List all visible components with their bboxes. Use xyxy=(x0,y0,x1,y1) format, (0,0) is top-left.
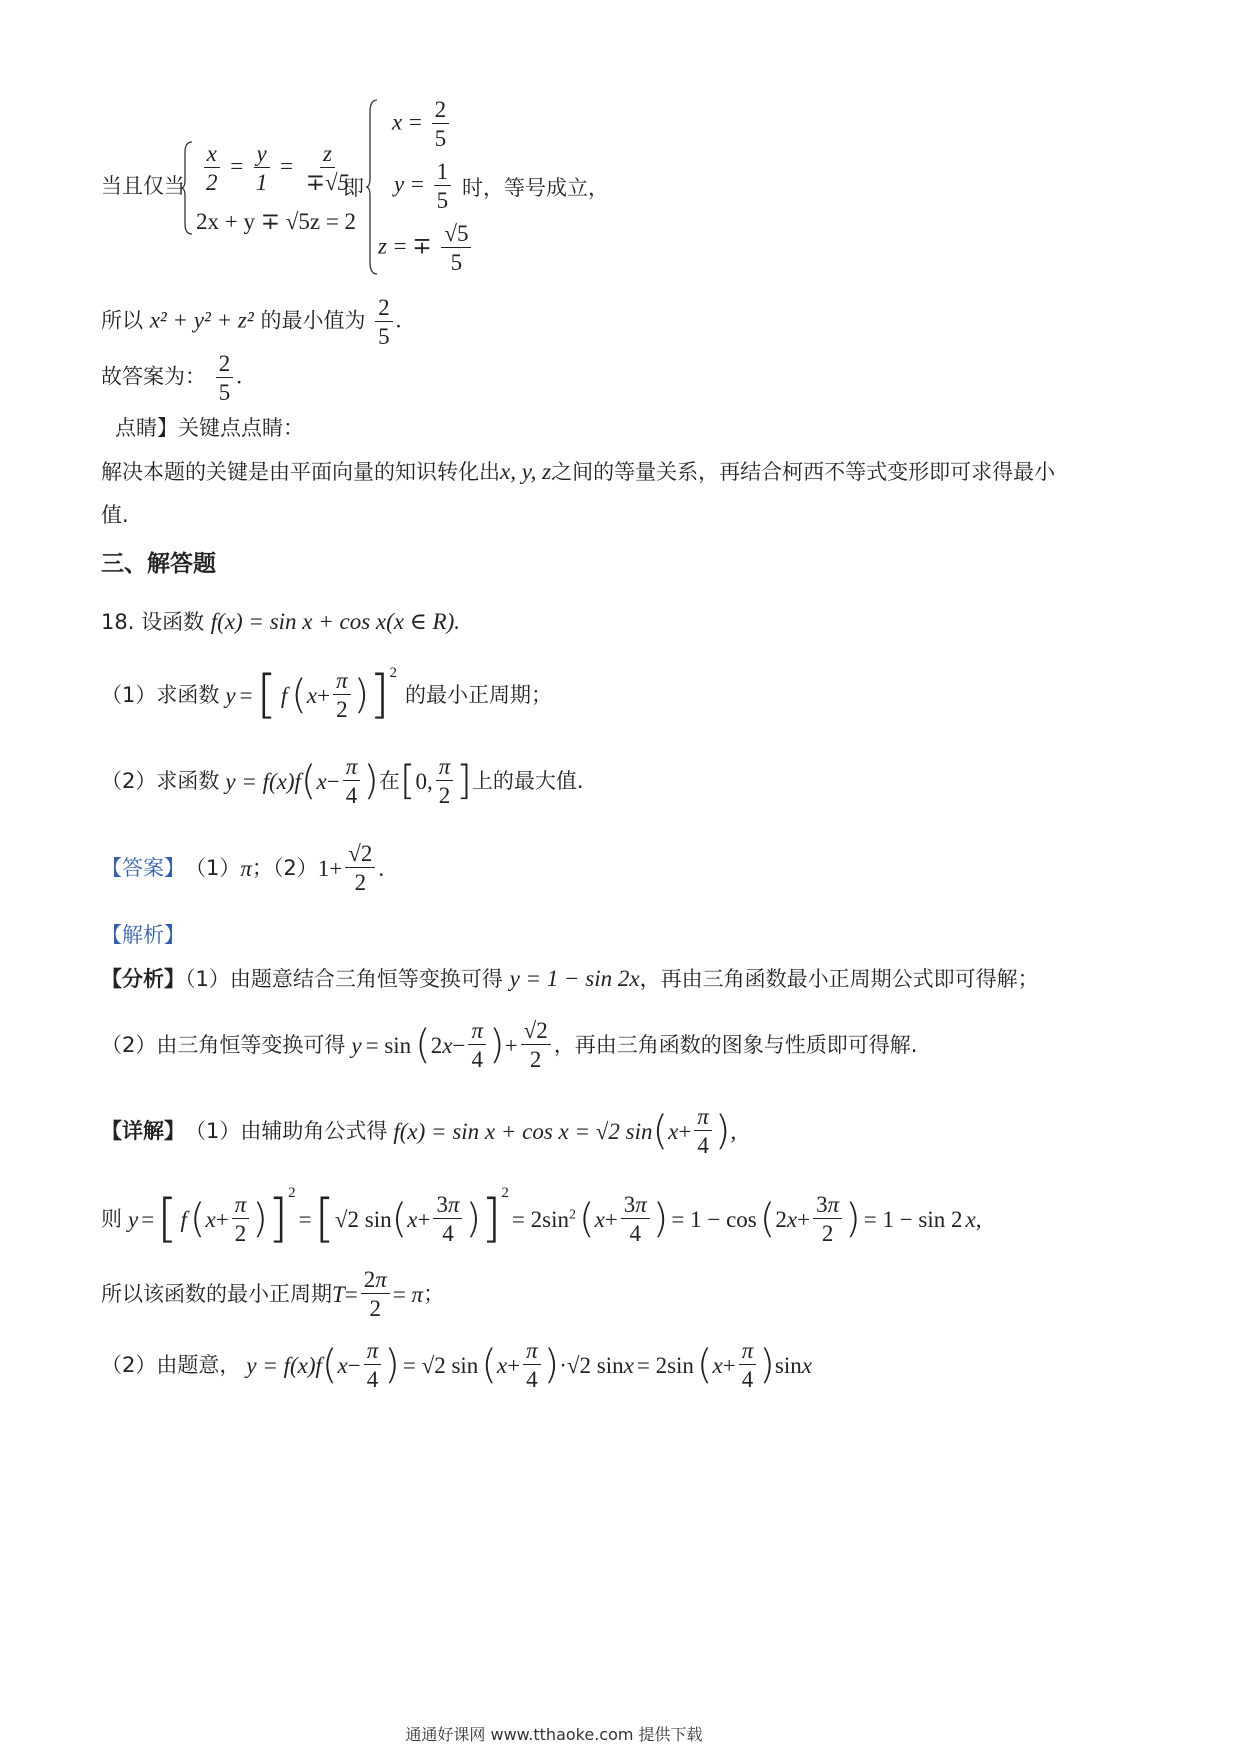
detail-part2: （2）由题意， y = f(x)f ( x − $\frac{\pi}{4}$ ) = √2 sin ( x + $\frac{\pi}{4}$ ) ·√2 sin x = 2sin ( x + $\frac{\pi}{4}$ ) sin x xyxy=(101,1338,812,1392)
detail-part1: 【详解】 （1）由辅助角公式得 f(x) = sin x + cos x = √2 sin ( x + $\frac{\pi}{4}$ ) , xyxy=(101,1104,737,1158)
analysis-part1: 【分析】（1）由题意结合三角恒等变换可得 y = 1 − sin 2x，再由三角函数最小正周期公式即可得解； xyxy=(101,966,1039,991)
equality-note: 时，等号成立， xyxy=(462,176,609,200)
left-brace-icon xyxy=(365,98,379,276)
solution-z: z = ∓ $\frac{√5}{5}$ xyxy=(378,222,474,274)
when-label: 当且仅当 xyxy=(101,174,185,198)
analysis-tag: 【解析】 xyxy=(101,923,185,947)
answer-line: 故答案为： $\frac{2}{5}$ . xyxy=(101,351,242,405)
min-value-line: 所以 x² + y² + z² 的最小值为 $\frac{2}{5}$ . xyxy=(101,295,402,349)
question-18-stem: 18. 设函数 f(x) = sin x + cos x(x ∈ R). xyxy=(101,609,460,634)
system-eq2: 2x + y ∓ √5z = 2 xyxy=(196,209,357,234)
footer-watermark: 通通好课网 www.tthaoke.com 提供下载 xyxy=(405,1725,703,1744)
question-18-part2: （2）求函数 y = f(x)f ( x − $\frac{\pi}{4}$ ) 在 [ 0, $\frac{\pi}{2}$ ] 上的最大值. xyxy=(101,754,584,808)
detail-period: 所以该函数的最小正周期 T = $\frac{2\pi}{2}$ = π ； xyxy=(101,1267,445,1321)
solution-y: y = $\frac{1}{5}$ xyxy=(394,160,454,212)
analysis-part2: （2）由三角恒等变换可得 y = sin ( 2 x − $\frac{\pi}{4}$ ) + $\frac{√2}{2}$ ，再由三角函数的图象与性质即可得解. xyxy=(101,1018,918,1072)
solution-x: x = $\frac{2}{5}$ xyxy=(392,98,452,150)
detail-derivation: 则 y = [ f ( x + $\frac{\pi}{2}$ ) ] 2 = [ √2 sin ( x + $\frac{3\pi}{4}$ ) ] 2 = $2\sin^2$ ( x + $\frac{3\pi}{4}$ ) = 1 − cos ( 2 x + $\frac{3\pi}{2}$ ) = 1 − sin 2 x , xyxy=(101,1185,982,1249)
dianjing-heading: 点睛】关键点点睛： xyxy=(115,416,304,440)
question-18-part1: （1）求函数 y = [ f ( x + $\frac{\pi}{2}$ ) ] 2 的最小正周期； xyxy=(101,665,553,725)
summary-line: 解决本题的关键是由平面向量的知识转化出x, y, z之间的等量关系，再结合柯西不等式变形即可求得最小 xyxy=(101,459,1056,484)
answer-block: 【答案】 （1） π ；（2） 1+ $\frac{√2}{2}$ . xyxy=(101,841,385,895)
system-eq1: $\frac{x}{2}$ = $\frac{y}{1}$ = $\frac{z}{\mp√5}$ xyxy=(200,142,355,194)
left-brace-icon xyxy=(180,140,194,236)
ji-label: 即 xyxy=(343,176,364,200)
summary-line-2: 值. xyxy=(101,503,129,527)
section-title: 三、解答题 xyxy=(101,551,216,577)
